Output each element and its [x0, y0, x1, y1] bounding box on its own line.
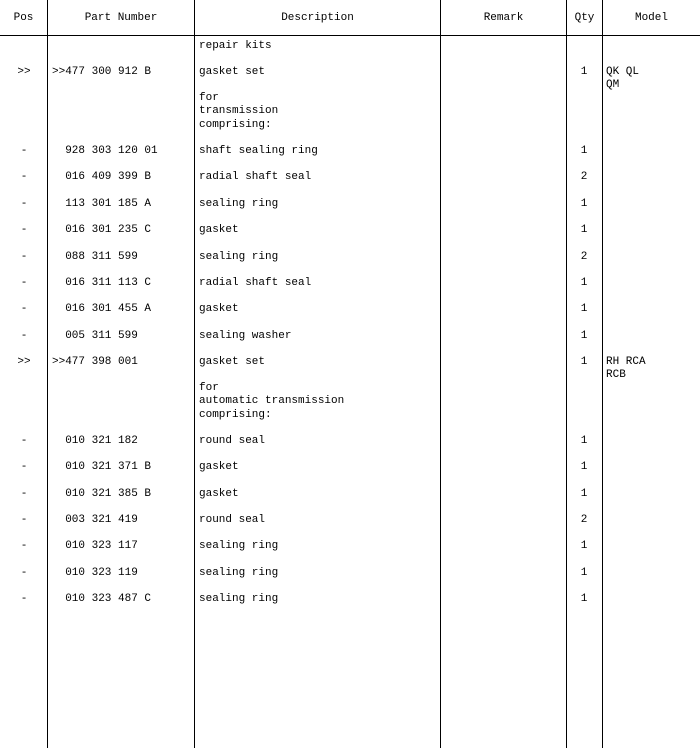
- header-part-number: Part Number: [84, 12, 158, 24]
- qty-cell: 1: [580, 488, 588, 500]
- header-remark: Remark: [483, 12, 524, 24]
- part-number-cell: 088 311 599: [52, 251, 138, 263]
- part-number-cell: >>477 398 001: [52, 356, 138, 368]
- qty-cell: 1: [580, 277, 588, 289]
- part-number-cell: 016 311 113 C: [52, 277, 152, 289]
- pos-cell: -: [20, 277, 28, 289]
- pos-cell: -: [20, 251, 28, 263]
- pos-cell: -: [20, 435, 28, 447]
- qty-cell: 2: [580, 251, 588, 263]
- description-cell: round seal: [199, 514, 266, 526]
- part-number-cell: 010 321 182: [52, 435, 138, 447]
- column-divider-remark: [566, 0, 567, 748]
- description-cell: gasket set: [199, 66, 266, 78]
- part-number-cell: 003 321 419: [52, 514, 138, 526]
- qty-cell: 1: [580, 435, 588, 447]
- description-cell: gasket: [199, 303, 239, 315]
- column-divider-part-number: [194, 0, 195, 748]
- qty-cell: 2: [580, 171, 588, 183]
- header-model: Model: [634, 12, 668, 24]
- pos-cell: -: [20, 224, 28, 236]
- qty-cell: 1: [580, 461, 588, 473]
- description-cell: radial shaft seal: [199, 277, 312, 289]
- qty-cell: 1: [580, 145, 588, 157]
- pos-cell: -: [20, 540, 28, 552]
- pos-cell: -: [20, 198, 28, 210]
- column-divider-description: [440, 0, 441, 748]
- pos-cell: -: [20, 593, 28, 605]
- qty-cell: 1: [580, 66, 588, 78]
- model-cell: QK QL QM: [606, 66, 640, 92]
- description-cell: gasket set: [199, 356, 266, 368]
- part-number-cell: 016 301 455 A: [52, 303, 152, 315]
- header-description: Description: [281, 12, 354, 24]
- description-cell: sealing ring: [199, 198, 279, 210]
- qty-cell: 1: [580, 330, 588, 342]
- description-cell: sealing ring: [199, 251, 279, 263]
- pos-cell: >>: [17, 66, 31, 78]
- description-cell: for automatic transmission comprising:: [199, 382, 345, 421]
- column-divider-pos: [47, 0, 48, 748]
- pos-cell: -: [20, 514, 28, 526]
- part-number-cell: 016 301 235 C: [52, 224, 152, 236]
- qty-cell: 1: [580, 224, 588, 236]
- column-divider-qty: [602, 0, 603, 748]
- part-number-cell: 010 323 487 C: [52, 593, 152, 605]
- pos-cell: -: [20, 303, 28, 315]
- header-qty: Qty: [574, 12, 595, 24]
- part-number-cell: 113 301 185 A: [52, 198, 152, 210]
- description-cell: sealing washer: [199, 330, 292, 342]
- description-cell: radial shaft seal: [199, 171, 312, 183]
- pos-cell: >>: [17, 356, 31, 368]
- pos-cell: -: [20, 171, 28, 183]
- description-cell: for transmission comprising:: [199, 92, 279, 131]
- header-pos: Pos: [13, 12, 34, 24]
- pos-cell: -: [20, 488, 28, 500]
- description-cell: sealing ring: [199, 567, 279, 579]
- description-cell: sealing ring: [199, 593, 279, 605]
- part-number-cell: 928 303 120 01: [52, 145, 158, 157]
- description-cell: shaft sealing ring: [199, 145, 318, 157]
- header-divider: [0, 35, 700, 36]
- part-number-cell: 010 323 117: [52, 540, 138, 552]
- qty-cell: 1: [580, 567, 588, 579]
- description-cell: gasket: [199, 461, 239, 473]
- part-number-cell: 005 311 599: [52, 330, 138, 342]
- part-number-cell: 010 323 119: [52, 567, 138, 579]
- description-cell: sealing ring: [199, 540, 279, 552]
- description-cell: round seal: [199, 435, 266, 447]
- part-number-cell: 010 321 371 B: [52, 461, 152, 473]
- pos-cell: -: [20, 567, 28, 579]
- qty-cell: 1: [580, 540, 588, 552]
- description-cell: repair kits: [199, 40, 272, 52]
- qty-cell: 1: [580, 303, 588, 315]
- qty-cell: 2: [580, 514, 588, 526]
- part-number-cell: >>477 300 912 B: [52, 66, 152, 78]
- part-number-cell: 016 409 399 B: [52, 171, 152, 183]
- qty-cell: 1: [580, 593, 588, 605]
- qty-cell: 1: [580, 198, 588, 210]
- model-cell: RH RCA RCB: [606, 356, 646, 382]
- description-cell: gasket: [199, 224, 239, 236]
- part-number-cell: 010 321 385 B: [52, 488, 152, 500]
- pos-cell: -: [20, 145, 28, 157]
- pos-cell: -: [20, 330, 28, 342]
- pos-cell: -: [20, 461, 28, 473]
- description-cell: gasket: [199, 488, 239, 500]
- qty-cell: 1: [580, 356, 588, 368]
